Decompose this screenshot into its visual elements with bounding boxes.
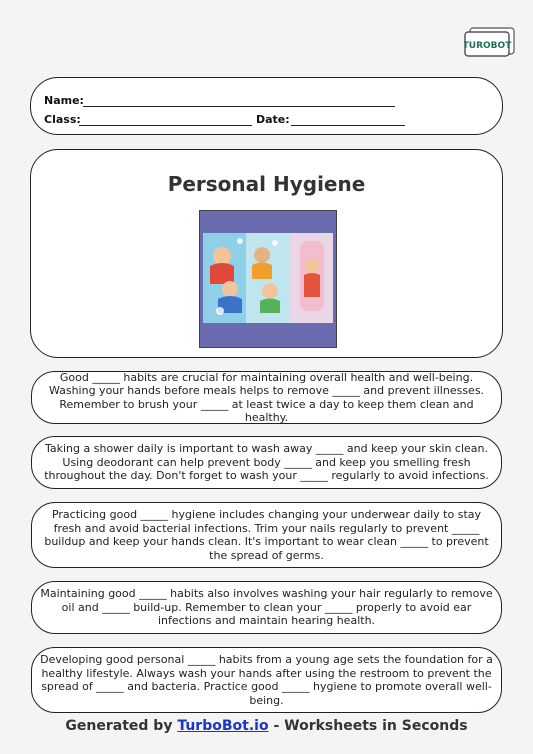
paragraph-box-4 [31,581,502,634]
paragraph-box-5 [31,647,502,713]
logo-text: TUROBOT [464,41,512,51]
name-label: Name: [44,94,84,107]
paragraph-text: Taking a shower daily is important to wash away _____ and keep your skin clean. Using deodorant can help prevent body _____ and keep you smelling fresh throughout the day. Don't forget to wash your _____ regularly to avoid infections. [44,442,489,483]
title-box [30,149,503,358]
paragraph-box-1 [31,371,502,424]
class-label: Class: [44,113,81,126]
date-field[interactable] [291,125,405,126]
student-info-box [30,77,503,135]
turobot-logo [464,26,516,58]
paragraph-text: Good _____ habits are crucial for maintaining overall health and well-being. Washing your hands before meals helps to remove _____ and prevent illnesses. Remember to brush your _____ at least twice a day to keep them clean and healthy. [48,370,485,424]
paragraph-text: Practicing good _____ hygiene includes changing your underwear daily to stay fresh and avoid bacterial infections. Trim your nails regularly to prevent _____ buildup and keep your hands clean. It's important to wear clean _____ to prevent the spread of germs. [44,508,489,562]
hygiene-illustration [199,210,337,348]
footer-suffix: - Worksheets in Seconds [268,718,468,734]
turobot-link[interactable]: TurboBot.io [177,718,269,734]
footer-prefix: Generated by [65,718,178,734]
date-label: Date: [256,113,290,126]
class-field[interactable] [79,125,252,126]
footer [0,718,533,734]
page-title: Personal Hygiene [167,172,366,196]
name-field[interactable] [83,106,395,107]
paragraph-box-3 [31,502,502,568]
paragraph-text: Developing good personal _____ habits from a young age sets the foundation for a healthy lifestyle. Always wash your hands after using the restroom to prevent the spread of _____ and bacteria. Practice good _____ hygiene to promote overall well-being. [40,653,493,707]
paragraph-text: Maintaining good _____ habits also involves washing your hair regularly to remove oil and _____ build-up. Remember to clean your _____ properly to avoid ear infections and maintain hearing health. [40,587,493,628]
paragraph-box-2 [31,436,502,489]
